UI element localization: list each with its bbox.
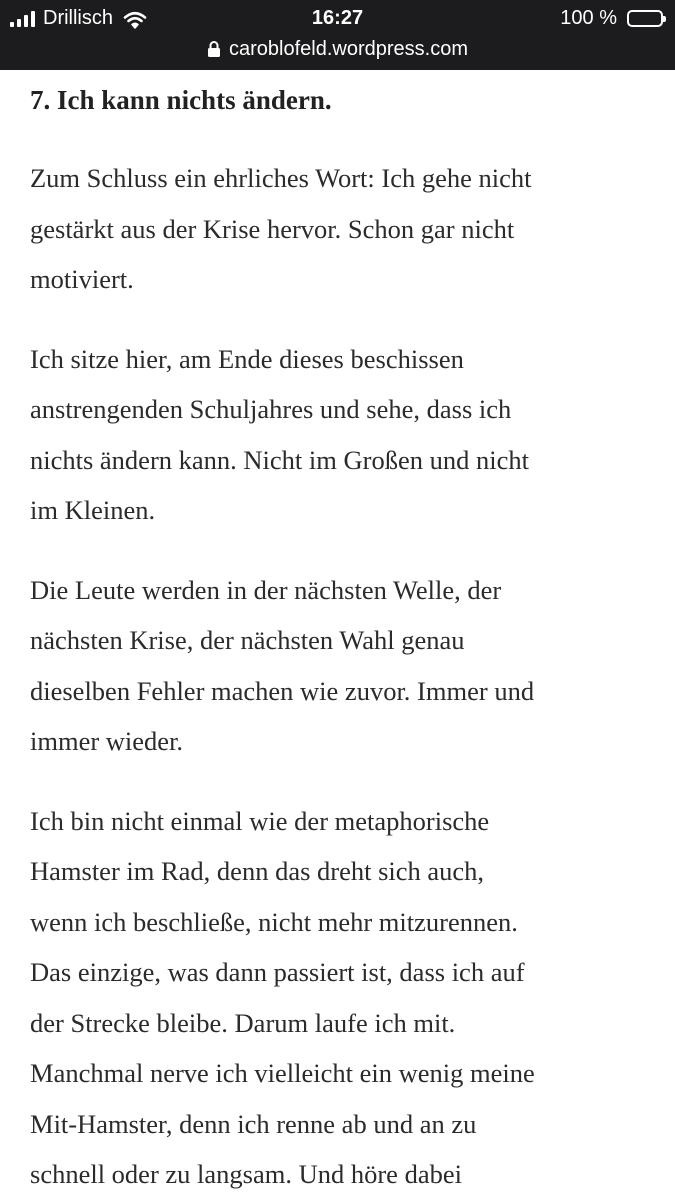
- text-line: gestärkt aus der Krise hervor. Schon gar nicht: [30, 213, 515, 244]
- lock-icon: [207, 40, 221, 58]
- paragraph-conclusion: [30, 153, 650, 305]
- text-line: im Kleinen.: [30, 495, 156, 525]
- clock: 16:27: [311, 7, 364, 29]
- paragraph-school-year: [30, 334, 650, 536]
- text-line: motiviert.: [30, 264, 134, 294]
- text-line: immer wieder.: [30, 726, 184, 756]
- url-bar[interactable]: [0, 34, 675, 64]
- text-line: Manchmal nerve ich vielleicht ein wenig meine: [30, 1058, 535, 1088]
- text-line: Ich bin nicht einmal wie der metaphorische: [30, 805, 490, 836]
- text-line: Hamster im Rad, denn das dreht sich auch,: [30, 856, 485, 886]
- text-line: nichts ändern kann. Nicht im Großen und nicht: [30, 444, 529, 475]
- status-bar: [0, 0, 675, 70]
- text-line: anstrengenden Schuljahres und sehe, dass ich: [30, 394, 512, 424]
- text-line: Mit-Hamster, denn ich renne ab und an zu: [30, 1108, 477, 1139]
- text-line: nächsten Krise, der nächsten Wahl genau: [30, 625, 465, 655]
- paragraph-people: [30, 565, 650, 767]
- article-heading: 7. Ich kann nichts ändern.: [30, 85, 332, 115]
- carrier-name: Drillisch: [43, 7, 113, 29]
- text-line: schnell oder zu langsam. Und höre dabei: [30, 1159, 462, 1189]
- text-line: dieselben Fehler machen wie zuvor. Immer und: [30, 675, 535, 706]
- article-content: [30, 70, 650, 1200]
- text-line: Zum Schluss ein ehrliches Wort: Ich gehe nicht: [30, 163, 532, 193]
- text-line: der Strecke bleibe. Darum laufe ich mit.: [30, 1007, 456, 1038]
- battery-icon: [627, 10, 663, 27]
- text-line: Ich sitze hier, am Ende dieses beschissen: [30, 343, 464, 374]
- text-line: wenn ich beschließe, nicht mehr mitzurennen.: [30, 906, 518, 937]
- text-line: Das einzige, was dann passiert ist, dass ich auf: [30, 957, 525, 987]
- battery-percent: 100 %: [560, 7, 617, 29]
- status-right: [560, 7, 663, 30]
- text-line: Die Leute werden in der nächsten Welle, der: [30, 574, 502, 605]
- paragraph-hamster: [30, 796, 650, 1200]
- url-text[interactable]: caroblofeld.wordpress.com: [229, 37, 468, 60]
